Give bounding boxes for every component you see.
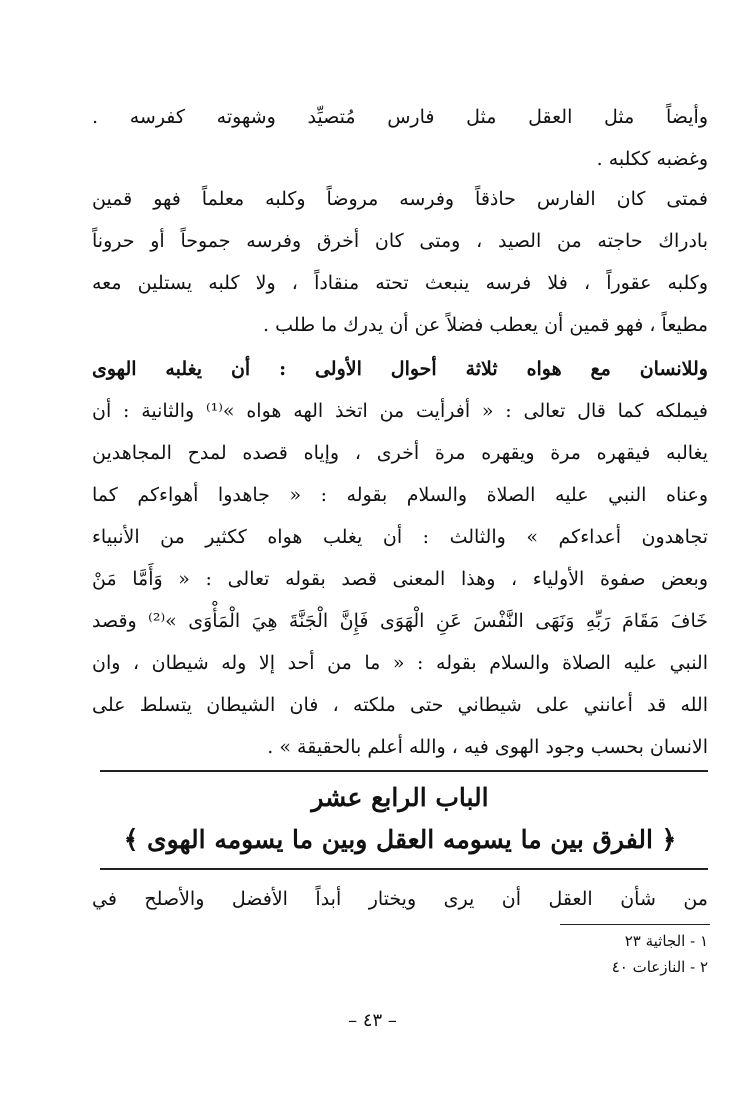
text-line: من شأن العقل أن يرى ويختار أبداً الأفضل والأصلح في bbox=[92, 888, 708, 910]
paragraph-1 bbox=[92, 96, 708, 180]
text-line: وغضبه ككلبه . bbox=[596, 148, 708, 170]
chapter-subtitle: ﴿ الفرق بين ما يسومه العقل وبين ما يسومه الهوى ﴾ bbox=[123, 825, 677, 854]
divider-top bbox=[100, 770, 708, 772]
page-number: – ٤٣ – bbox=[348, 1010, 397, 1031]
divider-bottom bbox=[100, 868, 708, 870]
text-line: النبي عليه الصلاة والسلام بقوله : « ما من أحد إلا وله شيطان ، وان bbox=[92, 652, 708, 674]
footnote-1: ١ - الجاثية ٢٣ bbox=[624, 932, 708, 950]
text-line: خَافَ مَقَامَ رَبِّهِ وَنَهَى النَّفْسَ عَنِ الْهَوَى فَإِنَّ الْجَنَّةَ هِيَ الْمَأْوَى »⁽²⁾ وقصد bbox=[92, 610, 708, 632]
text-line: يغالبه فيقهره مرة ويقهره مرة أخرى ، وإياه قصده لمدح المجاهدين bbox=[92, 442, 708, 464]
text-line: مطيعاً ، فهو قمين أن يعطب فضلاً عن أن يدرك ما طلب . bbox=[262, 314, 708, 336]
text-line: فمتى كان الفارس حاذقاً وفرسه مروضاً وكلبه معلماً فهو قمين bbox=[92, 188, 708, 210]
text-line: وبعض صفوة الأولياء ، وهذا المعنى قصد بقوله تعالى : « وَأَمَّا مَنْ bbox=[92, 568, 708, 590]
chapter-title: الباب الرابع عشر bbox=[311, 783, 489, 812]
footnote-divider bbox=[560, 924, 710, 925]
footnote-2: ٢ - النازعات ٤٠ bbox=[611, 958, 708, 976]
text-line: تجاهدون أعداءكم » والثالث : أن يغلب هواه ككثير من الأنبياء bbox=[92, 526, 708, 548]
footnotes bbox=[92, 928, 708, 980]
text-line: وأيضاً مثل العقل مثل فارس مُتصيِّد وشهوته كفرسه . bbox=[92, 106, 708, 128]
text-line: فيملكه كما قال تعالى : « أفرأيت من اتخذ الهه هواه »⁽¹⁾ والثانية : أن bbox=[92, 400, 708, 422]
text-line: الانسان بحسب وجود الهوى فيه ، والله أعلم بالحقيقة » . bbox=[267, 736, 708, 758]
text-line: الله قد أعانني على شيطاني حتى ملكته ، فان الشيطان يتسلط على bbox=[92, 694, 708, 716]
text-line: وكلبه عقوراً ، فلا فرسه ينبعث تحته منقاداً ، ولا كلبه يستلين معه bbox=[92, 272, 708, 294]
text-line: وعناه النبي عليه الصلاة والسلام بقوله : « جاهدوا أهواءكم كما bbox=[92, 484, 708, 506]
text-line: بادراك حاجته من الصيد ، ومتى كان أخرق وفرسه جموحاً أو حروناً bbox=[92, 230, 708, 252]
paragraph-3 bbox=[92, 348, 708, 768]
text-line: وللانسان مع هواه ثلاثة أحوال الأولى : أن يغلبه الهوى bbox=[92, 358, 708, 380]
paragraph-4 bbox=[92, 878, 708, 920]
paragraph-2 bbox=[92, 178, 708, 346]
